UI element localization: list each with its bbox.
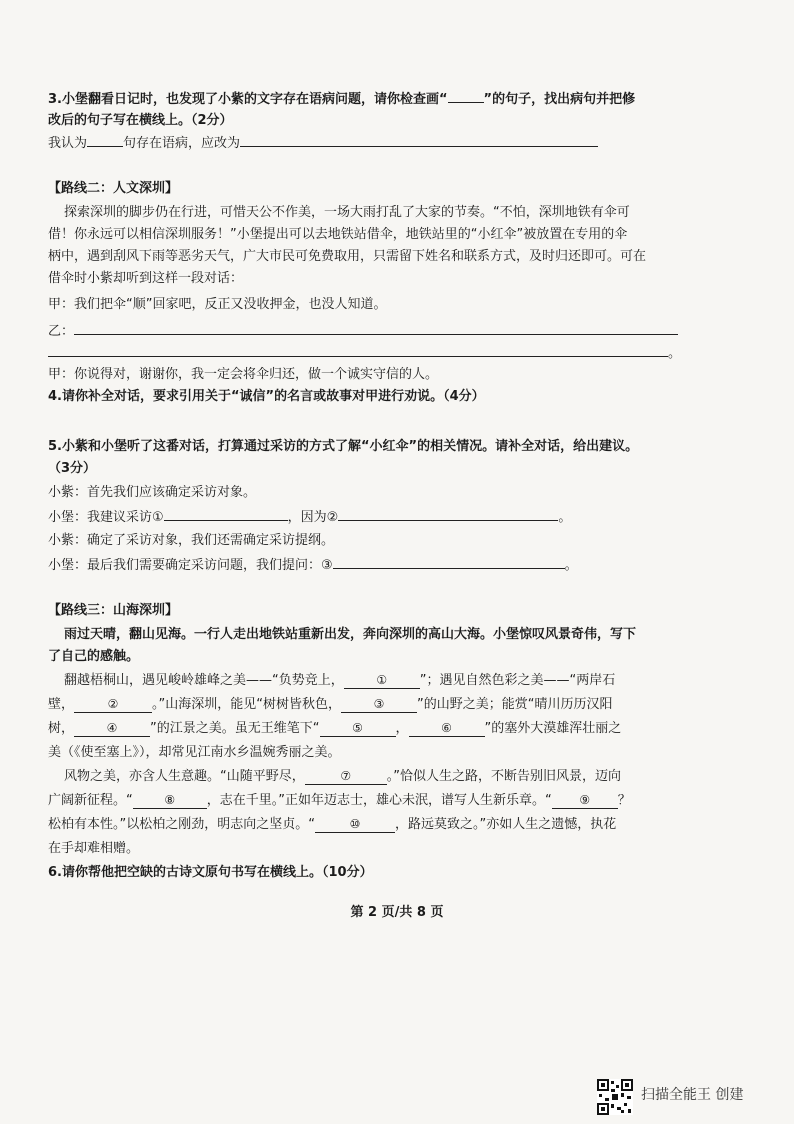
- poem-line-2: 壁， ② 。”山海深圳，能见“树树皆秋色， ③ ”的山野之美；能赏“晴川历历汉阳: [48, 697, 613, 712]
- poem-line-4: 美（《使至塞上》），却常见江南水乡温婉秀丽之美。: [48, 745, 341, 760]
- poem-blank-3[interactable]: ③: [341, 697, 417, 713]
- yi-answer-blank-2[interactable]: [48, 342, 668, 357]
- q6-prompt: 6.请你帮他把空缺的古诗文原句书写在横线上。（10分）: [48, 865, 373, 880]
- poem-line-3: 树， ④ ”的江景之美。虽无王维笔下“ ⑤ ， ⑥ ”的塞外大漠雄浑壮丽之: [48, 721, 622, 736]
- poem-line-6: 广阔新征程。“ ⑧ ，志在千里。”正如年迈志士，雄心未泯，谱写人生新乐章。“ ⑨ ？: [48, 793, 631, 808]
- poem-line-8: 在手却难相赠。: [48, 841, 140, 856]
- page-footer: 第 2 页/共 8 页: [350, 905, 444, 920]
- poem-blank-10[interactable]: ⑩: [315, 817, 395, 833]
- yi-answer-blank-1[interactable]: [74, 320, 678, 335]
- q5-dialogue-2: 小堡：我建议采访① ，因为② 。: [48, 506, 748, 529]
- q5-blank-2[interactable]: [338, 506, 558, 521]
- q3-answer-line: 我认为 句存在语病，应改为: [48, 132, 748, 155]
- poem-blank-2[interactable]: ②: [74, 697, 152, 713]
- q5-dialogue-1: 小紫：首先我们应该确定采访对象。: [48, 485, 257, 500]
- poem-blank-8[interactable]: ⑧: [133, 793, 207, 809]
- poem-blank-1[interactable]: ①: [344, 673, 420, 689]
- q5-line2: （3分）: [48, 461, 97, 476]
- poem-blank-5[interactable]: ⑤: [320, 721, 396, 737]
- poem-line-7: 松柏有本性。”以松柏之刚劲，明志向之坚贞。“ ⑩ ，路远莫致之。”亦如人生之遗憾，执花: [48, 817, 617, 832]
- q3-sentence-blank[interactable]: [87, 132, 123, 147]
- poem-blank-6[interactable]: ⑥: [409, 721, 485, 737]
- route2-p4: 借伞时小紫却听到这样一段对话：: [48, 271, 244, 286]
- poem-blank-7[interactable]: ⑦: [305, 769, 387, 785]
- q3-line2: 改后的句子写在横线上。（2分）: [48, 113, 233, 128]
- dialogue-yi-line-2: 。: [48, 342, 748, 365]
- qr-code-icon: [597, 1079, 633, 1115]
- q3-correction-blank[interactable]: [240, 132, 598, 147]
- scanner-brand-label: 扫描全能王 创建: [641, 1087, 744, 1103]
- q5-dialogue-3: 小紫：确定了采访对象，我们还需确定采访提纲。: [48, 533, 335, 548]
- q5-blank-1[interactable]: [164, 506, 288, 521]
- dialogue-jia-2: 甲：你说得对，谢谢你，我一定会将伞归还，做一个诚实守信的人。: [48, 367, 439, 382]
- q5-dialogue-4: 小堡：最后我们需要确定采访问题，我们提问：③ 。: [48, 554, 748, 577]
- route3-p1: 雨过天晴，翻山见海。一行人走出地铁站重新出发，奔向深圳的高山大海。小堡惊叹风景奇伟，写下: [64, 627, 637, 642]
- route2-p2: 借！你永远可以相信深圳服务！”小堡提出可以去地铁站借伞，地铁站里的“小红伞”被放置在专用的伞: [48, 227, 628, 242]
- route2-p1: 探索深圳的脚步仍在行进，可惜天公不作美，一场大雨打乱了大家的节奏。“不怕，深圳地铁有伞可: [64, 205, 630, 220]
- poem-line-5: 风物之美，亦含人生意趣。“山随平野尽， ⑦ 。”恰似人生之路，不断告别旧风景，迈向: [64, 769, 621, 784]
- route2-p3: 柄中，遇到刮风下雨等恶劣天气，广大市民可免费取用，只需留下姓名和联系方式，及时归还即可。可在: [48, 249, 647, 264]
- q3-line1: 3.小堡翻看日记时，也发现了小紫的文字存在语病问题，请你检查画“ ”的句子，找出病句并把修: [48, 88, 748, 111]
- q4-prompt: 4.请你补全对话，要求引用关于“诚信”的名言或故事对甲进行劝说。（4分）: [48, 389, 485, 404]
- poem-blank-9[interactable]: ⑨: [552, 793, 618, 809]
- route3-p2: 了自己的感触。: [48, 649, 140, 664]
- dialogue-jia-1: 甲：我们把伞“顺”回家吧，反正又没收押金，也没人知道。: [48, 297, 387, 312]
- route2-heading: 【路线二：人文深圳】: [48, 181, 179, 196]
- poem-blank-4[interactable]: ④: [74, 721, 150, 737]
- q5-blank-3[interactable]: [333, 554, 565, 569]
- q5-line1: 5.小紫和小堡听了这番对话，打算通过采访的方式了解“小红伞”的相关情况。请补全对话，给出建议。: [48, 439, 639, 454]
- route3-heading: 【路线三：山海深圳】: [48, 603, 179, 618]
- q3-mark-blank: [448, 88, 484, 103]
- poem-line-1: 翻越梧桐山，遇见峻岭雄峰之美——“负势竞上， ① ”；遇见自然色彩之美——“两岸石: [64, 673, 616, 688]
- dialogue-yi-line: 乙：: [48, 320, 748, 343]
